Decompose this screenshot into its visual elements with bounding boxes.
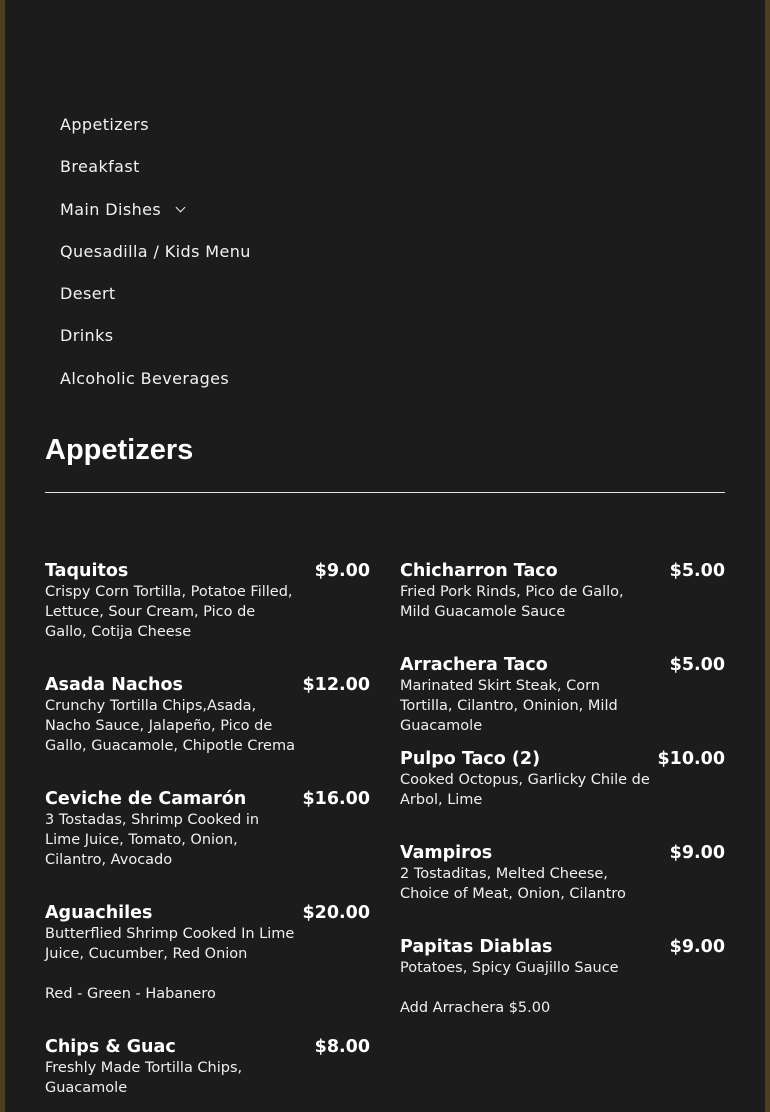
item-name: Chicharron Taco bbox=[400, 561, 558, 581]
nav-label: Drinks bbox=[60, 326, 114, 346]
item-description: Marinated Skirt Steak, Corn Tortilla, Cilantro, Oninion, Mild Guacamole bbox=[400, 678, 618, 734]
item-name: Asada Nachos bbox=[45, 675, 183, 695]
menu-item bbox=[400, 840, 725, 934]
nav-item-quesadilla-kids-menu[interactable] bbox=[60, 231, 251, 273]
item-price: $10.00 bbox=[657, 749, 725, 769]
nav-item-appetizers[interactable] bbox=[60, 104, 251, 146]
item-name: Aguachiles bbox=[45, 903, 153, 923]
item-description: Potatoes, Spicy Guajillo Sauce bbox=[400, 960, 619, 976]
menu-item bbox=[45, 672, 370, 786]
item-price: $12.00 bbox=[302, 675, 370, 695]
section-divider bbox=[45, 492, 725, 493]
item-name: Taquitos bbox=[45, 561, 129, 581]
menu-page bbox=[5, 0, 765, 1112]
menu-item bbox=[45, 900, 370, 1034]
item-description: 2 Tostaditas, Melted Cheese, Choice of Meat, Onion, Cilantro bbox=[400, 866, 626, 902]
item-name: Vampiros bbox=[400, 843, 493, 863]
item-description: Cooked Octopus, Garlicky Chile de Arbol, Lime bbox=[400, 772, 650, 808]
menu-item bbox=[400, 652, 725, 746]
section-title: Appetizers bbox=[45, 434, 194, 466]
nav-label: Main Dishes bbox=[60, 199, 162, 219]
item-price: $8.00 bbox=[314, 1037, 370, 1057]
item-name: Papitas Diablas bbox=[400, 937, 553, 957]
menu-item bbox=[45, 558, 370, 672]
menu-item bbox=[400, 746, 725, 840]
item-price: $20.00 bbox=[302, 903, 370, 923]
menu-column-right bbox=[400, 558, 725, 1028]
item-price: $9.00 bbox=[669, 843, 725, 863]
item-description: Freshly Made Tortilla Chips, Guacamole bbox=[45, 1060, 243, 1096]
item-description: 3 Tostadas, Shrimp Cooked in Lime Juice, Tomato, Onion, Cilantro, Avocado bbox=[45, 812, 260, 868]
nav-label: Desert bbox=[60, 284, 116, 304]
item-note: Add Arrachera $5.00 bbox=[400, 1000, 551, 1016]
item-price: $9.00 bbox=[669, 937, 725, 957]
item-note: Red - Green - Habanero bbox=[45, 986, 216, 1002]
item-description: Butterflied Shrimp Cooked In Lime Juice, Cucumber, Red Onion bbox=[45, 926, 295, 962]
item-description: Fried Pork Rinds, Pico de Gallo, Mild Guacamole Sauce bbox=[400, 584, 624, 620]
item-description: Crispy Corn Tortilla, Potatoe Filled, Lettuce, Sour Cream, Pico de Gallo, Cotija Cheese bbox=[45, 584, 293, 640]
category-nav bbox=[60, 104, 251, 400]
item-description: Crunchy Tortilla Chips,Asada, Nacho Sauce, Jalapeño, Pico de Gallo, Guacamole, Chipotle Crema bbox=[45, 698, 295, 754]
nav-item-main-dishes[interactable] bbox=[60, 189, 251, 231]
menu-item bbox=[45, 1034, 370, 1098]
item-name: Arrachera Taco bbox=[400, 655, 548, 675]
item-name: Chips & Guac bbox=[45, 1037, 176, 1057]
menu-item bbox=[400, 558, 725, 652]
item-price: $5.00 bbox=[669, 655, 725, 675]
nav-item-drinks[interactable] bbox=[60, 315, 251, 357]
item-name: Ceviche de Camarón bbox=[45, 789, 247, 809]
nav-label: Breakfast bbox=[60, 157, 140, 177]
chevron-down-icon[interactable] bbox=[176, 203, 186, 213]
item-price: $5.00 bbox=[669, 561, 725, 581]
menu-item bbox=[400, 934, 725, 1028]
nav-item-desert[interactable] bbox=[60, 273, 251, 315]
nav-label: Appetizers bbox=[60, 115, 149, 134]
item-name: Pulpo Taco (2) bbox=[400, 749, 541, 769]
nav-item-breakfast[interactable] bbox=[60, 146, 251, 188]
menu-item bbox=[45, 786, 370, 900]
item-price: $16.00 bbox=[302, 789, 370, 809]
nav-label: Alcoholic Beverages bbox=[60, 368, 230, 388]
menu-column-left bbox=[45, 558, 370, 1098]
item-price: $9.00 bbox=[314, 561, 370, 581]
nav-label: Quesadilla / Kids Menu bbox=[60, 241, 251, 261]
nav-item-alcoholic-beverages[interactable] bbox=[60, 358, 251, 400]
